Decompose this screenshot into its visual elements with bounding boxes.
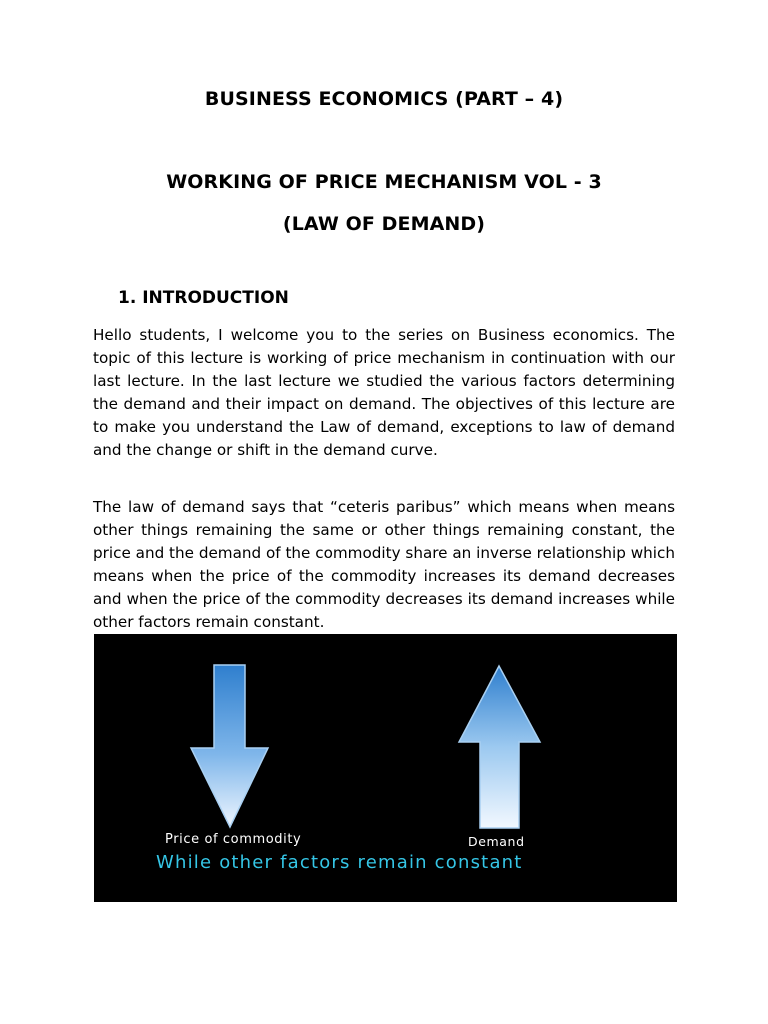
document-subtitle: WORKING OF PRICE MECHANISM VOL - 3 (166, 171, 602, 193)
section-heading-introduction: 1. INTRODUCTION (118, 288, 289, 308)
law-of-demand-paragraph: The law of demand says that “ceteris paribus” which means when means other things remaining the same or other things remaining constant, the price and the demand of the commodity share an inverse relationship which means when the price of the commodity increases its demand decreases and when the price of the commodity decreases its demand increases while other factors remain constant. (93, 498, 675, 632)
intro-paragraph: Hello students, I welcome you to the series on Business economics. The topic of this lecture is working of price mechanism in continuation with our last lecture. In the last lecture we studied the various factors determining the demand and their impact on demand. The objectives of this lecture are to make you understand the Law of demand, exceptions to law of demand and the change or shift in the demand curve. (93, 326, 675, 460)
down-arrow-label: Price of commodity (165, 832, 302, 847)
down-arrow-icon (191, 665, 268, 827)
document-title: BUSINESS ECONOMICS (PART – 4) (204, 88, 564, 110)
law-of-demand-figure (94, 634, 677, 902)
figure-canvas (94, 634, 677, 902)
figure-caption: While other factors remain constant (156, 852, 523, 873)
up-arrow-label: Demand (468, 834, 525, 849)
document-subtitle-law-of-demand: (LAW OF DEMAND) (282, 213, 486, 235)
up-arrow-icon (459, 666, 540, 828)
